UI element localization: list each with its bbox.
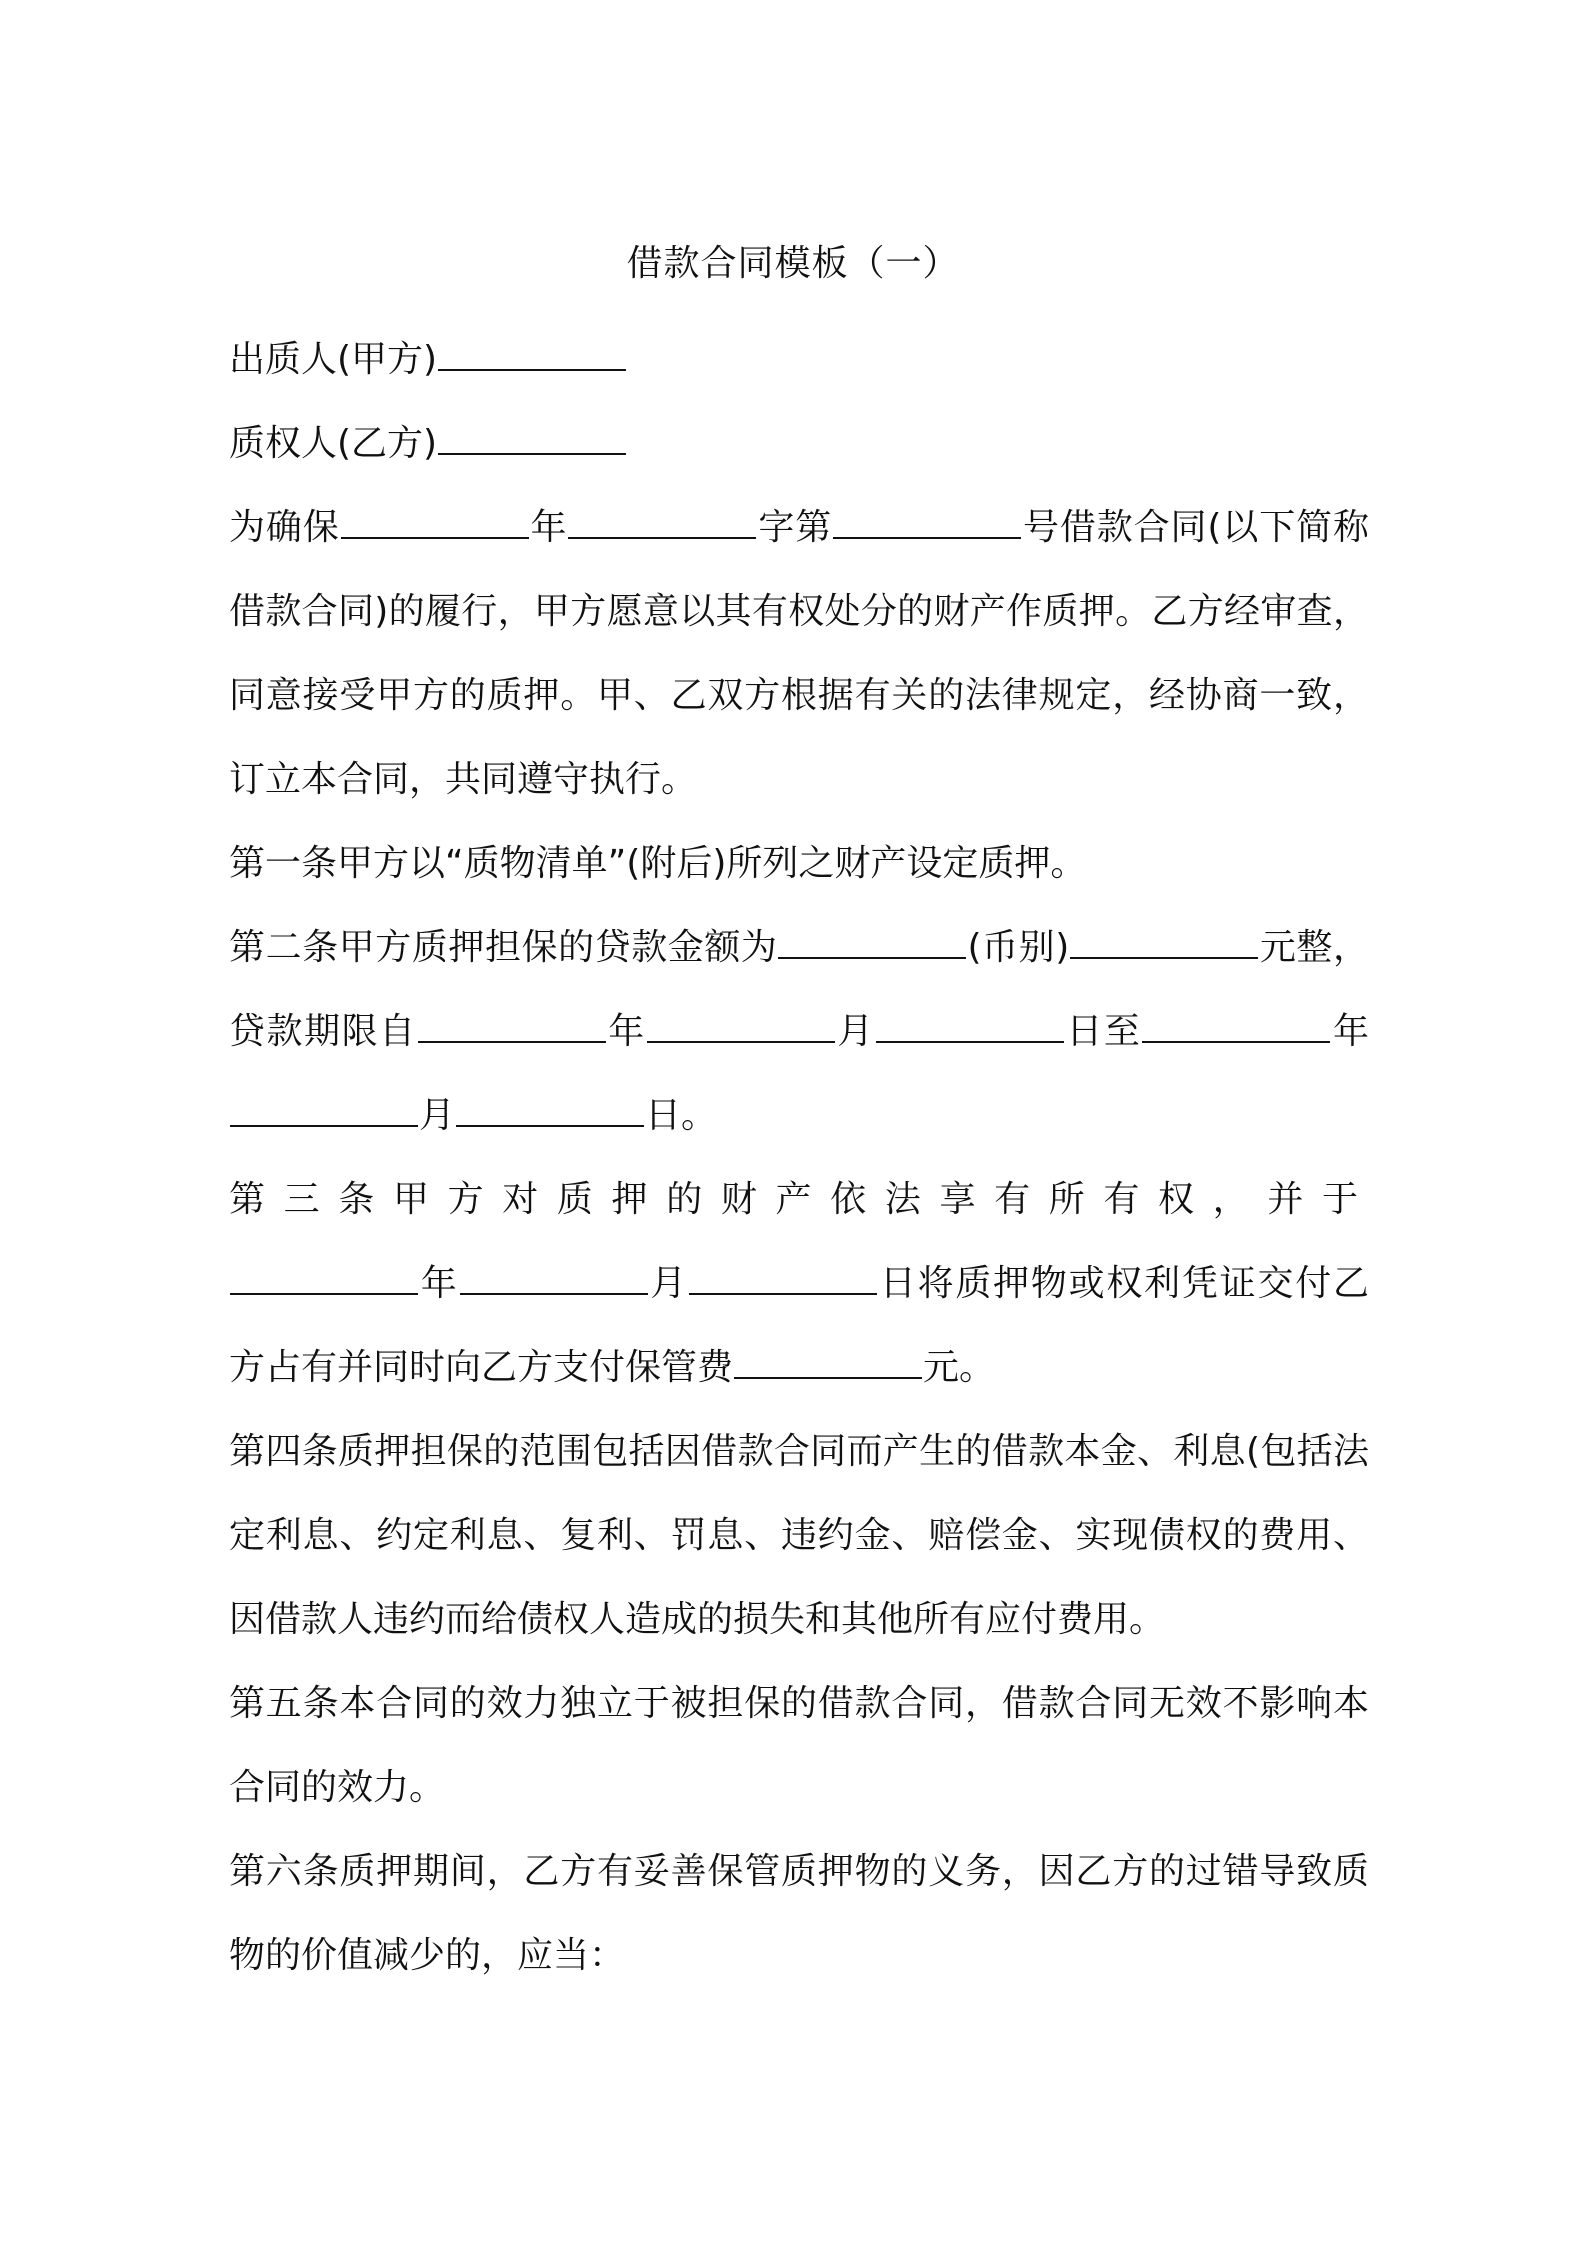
paragraph-text: 日至	[1064, 1011, 1142, 1052]
paragraph-text: 字第	[757, 507, 833, 548]
paragraph-text: 月	[835, 1011, 875, 1052]
paragraph-text: 年	[419, 1263, 459, 1304]
contract-paragraph	[229, 486, 1369, 822]
paragraph-text: 为确保	[229, 507, 340, 548]
fill-in-blank[interactable]	[734, 1347, 922, 1379]
contract-paragraph	[229, 1158, 1369, 1410]
paragraph-text: 第三条甲方对质押的财产依法享有所有权，并于	[229, 1179, 1369, 1220]
fill-in-blank[interactable]	[833, 507, 1021, 539]
paragraph-text: 第一条甲方以“质物清单”(附后)所列之财产设定质押。	[229, 843, 1087, 884]
document-title: 借款合同模板（一）	[626, 243, 960, 284]
paragraph-text: 出质人(甲方)	[229, 339, 438, 380]
fill-in-blank[interactable]	[438, 423, 626, 455]
contract-paragraph	[229, 906, 1369, 1158]
paragraph-text: 年	[606, 1011, 646, 1052]
contract-paragraph	[229, 822, 1369, 906]
fill-in-blank[interactable]	[230, 1095, 418, 1127]
contract-paragraph	[229, 318, 1369, 402]
contract-paragraph	[229, 402, 1369, 486]
fill-in-blank[interactable]	[876, 1011, 1064, 1043]
paragraph-text: 年	[529, 507, 568, 548]
contract-paragraph	[229, 1830, 1369, 1998]
paragraph-text: 第六条质押期间，乙方有妥善保管质押物的义务，因乙方的过错导致质物的价值减少的，应当：	[229, 1851, 1369, 1976]
paragraph-text: (币别)	[967, 927, 1070, 968]
paragraph-text: 日。	[645, 1095, 718, 1136]
fill-in-blank[interactable]	[1070, 927, 1258, 959]
fill-in-blank[interactable]	[1142, 1011, 1330, 1043]
fill-in-blank[interactable]	[230, 1263, 418, 1295]
fill-in-blank[interactable]	[460, 1263, 648, 1295]
fill-in-blank[interactable]	[341, 507, 529, 539]
document-body	[229, 318, 1369, 1998]
paragraph-text: 月	[419, 1095, 456, 1136]
fill-in-blank[interactable]	[778, 927, 966, 959]
fill-in-blank[interactable]	[568, 507, 756, 539]
paragraph-text: 年	[1331, 1011, 1369, 1052]
fill-in-blank[interactable]	[647, 1011, 835, 1043]
paragraph-text: 第二条甲方质押担保的贷款金额为	[229, 927, 778, 968]
fill-in-blank[interactable]	[456, 1095, 644, 1127]
fill-in-blank[interactable]	[438, 339, 626, 371]
paragraph-text: 元。	[923, 1347, 996, 1388]
paragraph-text: 日将质押物或权利凭证交付乙方占有并同时向乙方支付保管费	[229, 1263, 1369, 1388]
paragraph-text: 第四条质押担保的范围包括因借款合同而产生的借款本金、利息(包括法定利息、约定利息、复利、罚息、违约金、赔偿金、实现债权的费用、因借款人违约而给债权人造成的损失和其他所有应付费用。	[229, 1431, 1369, 1640]
paragraph-text: 号借款合同(以下简称借款合同)的履行，甲方愿意以其有权处分的财产作质押。乙方经审查，同意接受甲方的质押。甲、乙双方根据有关的法律规定，经协商一致，订立本合同，共同遵守执行。	[229, 507, 1369, 800]
contract-paragraph	[229, 1662, 1369, 1830]
contract-paragraph	[229, 1410, 1369, 1662]
fill-in-blank[interactable]	[418, 1011, 606, 1043]
paragraph-text: 第五条本合同的效力独立于被担保的借款合同，借款合同无效不影响本合同的效力。	[229, 1683, 1369, 1808]
paragraph-text: 质权人(乙方)	[229, 423, 438, 464]
paragraph-text: 元整，贷款期限自	[229, 927, 1369, 1052]
fill-in-blank[interactable]	[689, 1263, 877, 1295]
paragraph-text: 月	[648, 1263, 689, 1304]
